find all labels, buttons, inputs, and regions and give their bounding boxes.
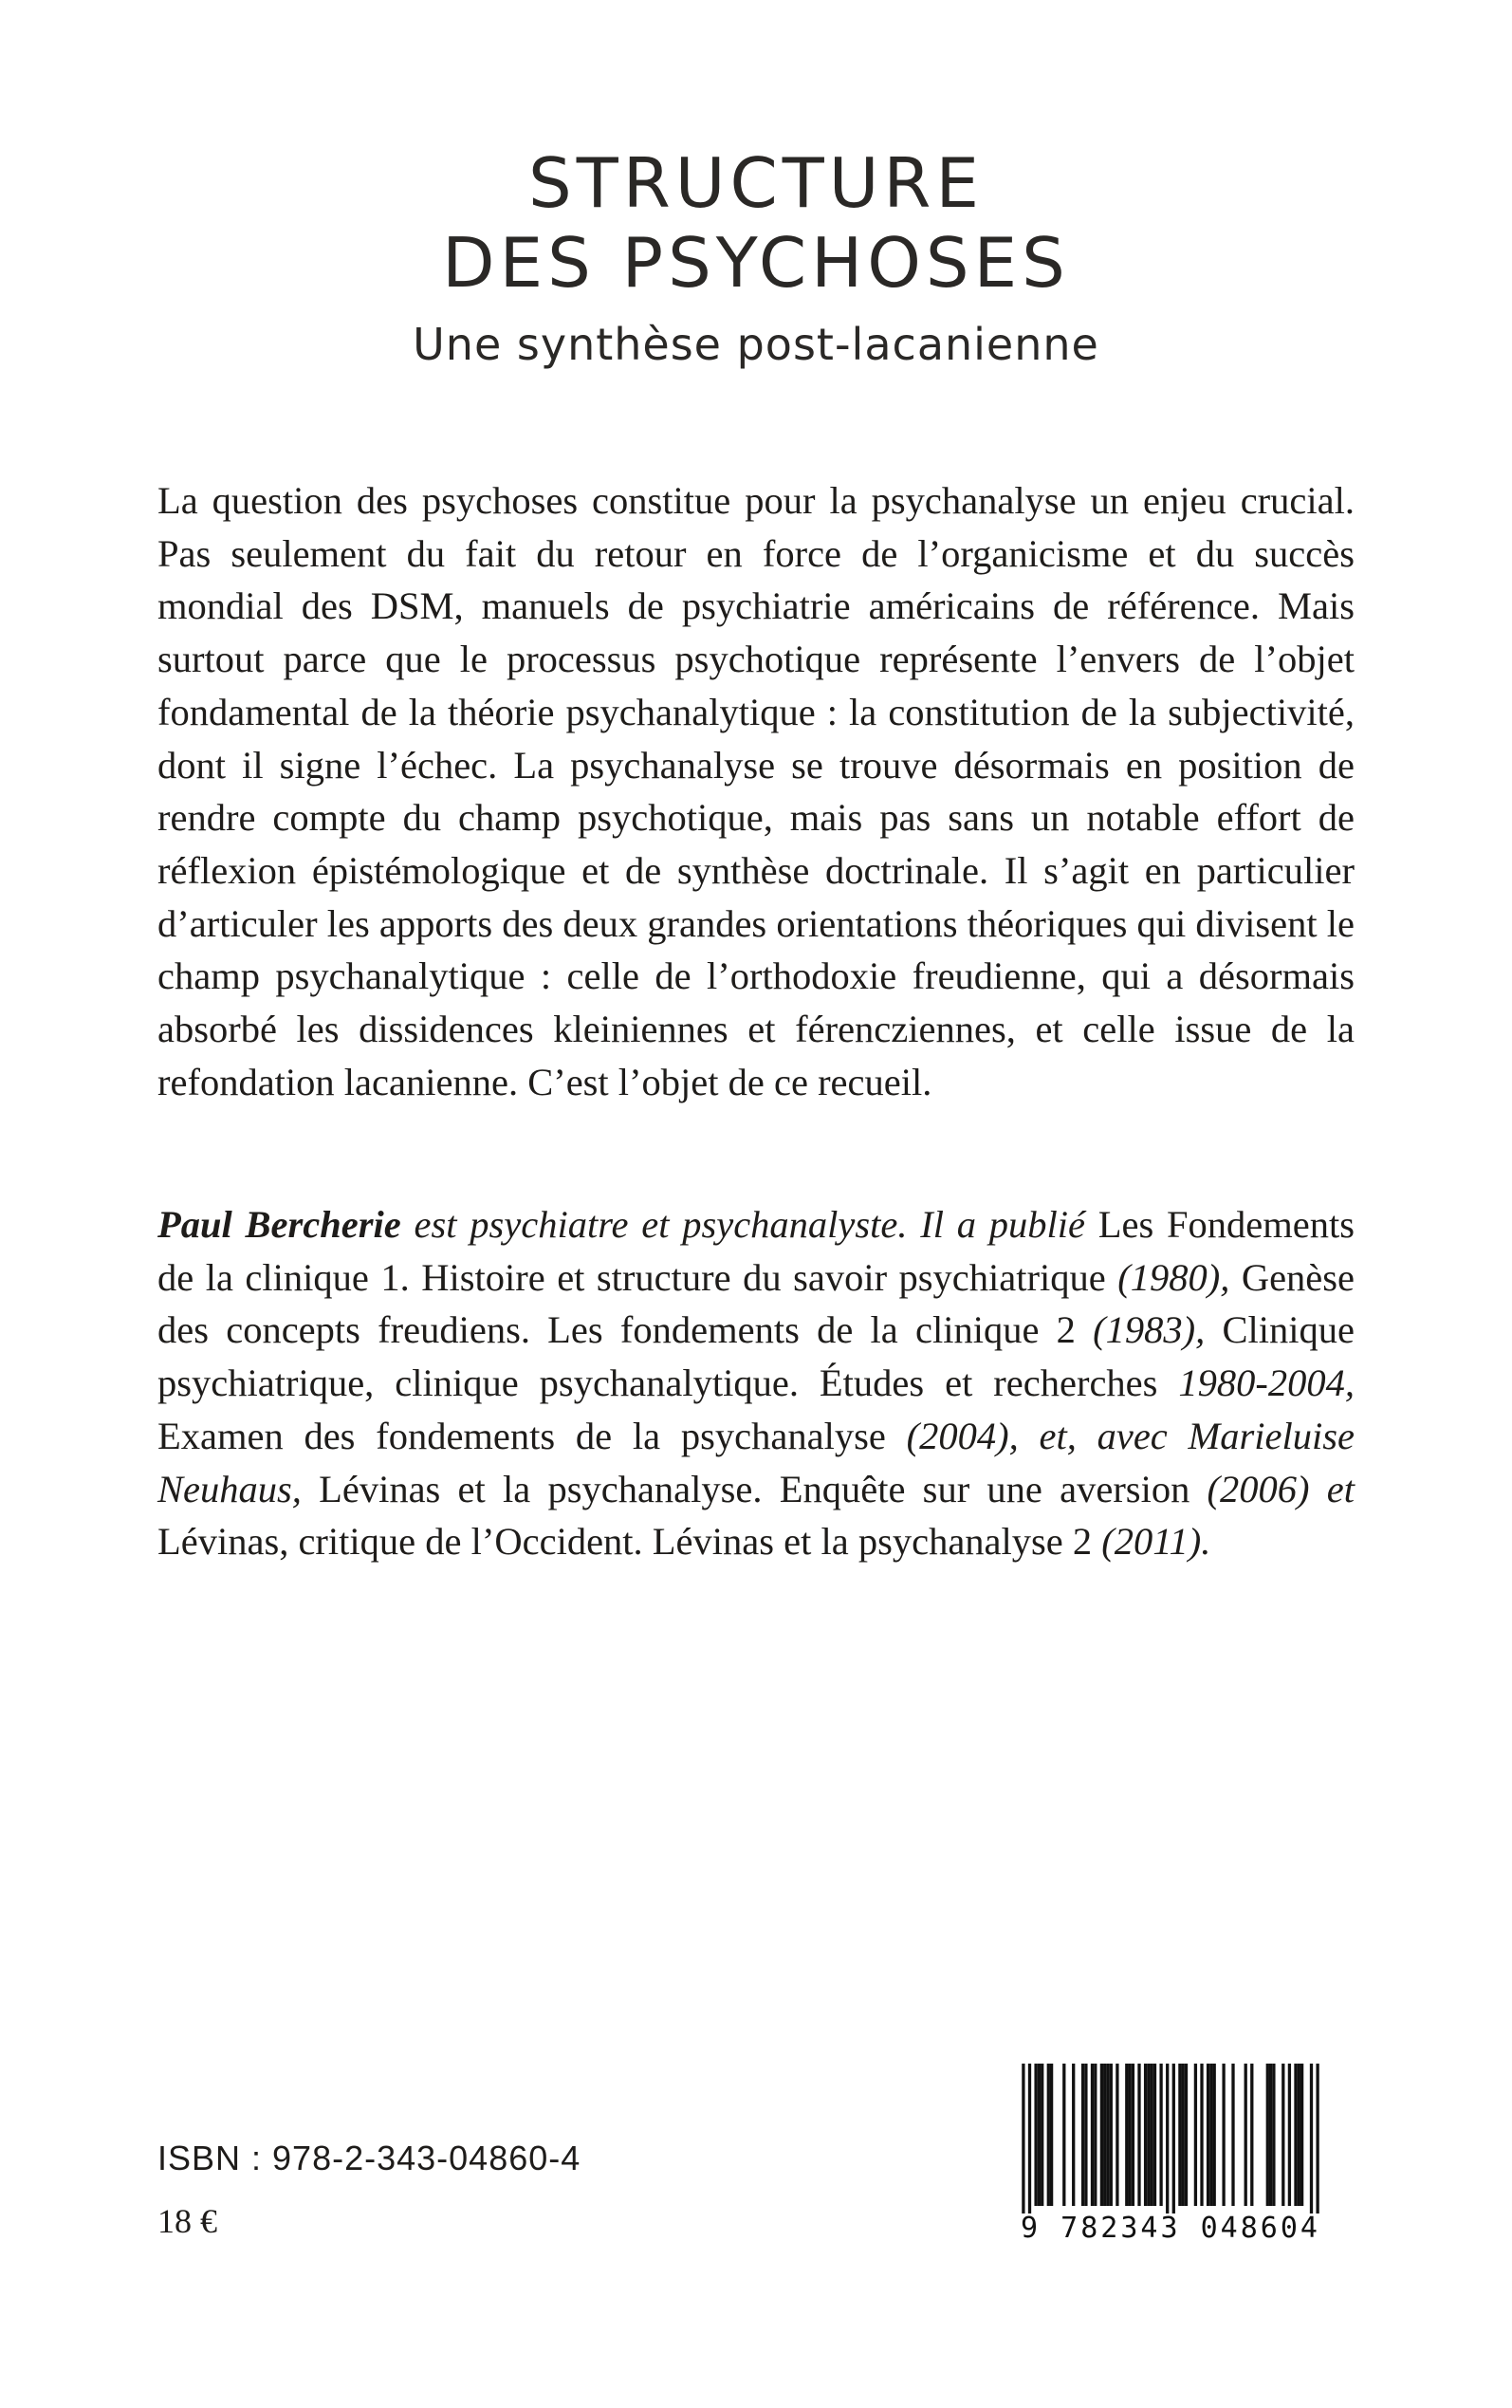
barcode-bar (1106, 2064, 1109, 2206)
barcode-bar (1100, 2064, 1103, 2206)
barcode-bar (1094, 2064, 1097, 2206)
subtitle: Une synthèse post-lacanienne (413, 319, 1099, 370)
barcode-bar (1298, 2064, 1300, 2206)
barcode-bar (1178, 2064, 1181, 2206)
barcode-bar (1288, 2064, 1291, 2206)
barcode-bar (1245, 2064, 1247, 2206)
barcode-bar (1300, 2064, 1303, 2206)
book-year-2: (1983), (1075, 1308, 1206, 1352)
barcode-bar (1153, 2064, 1156, 2206)
bio-intro: est psychiatre et psychanalyste. Il a publié (400, 1203, 1098, 1246)
barcode-bar (1207, 2064, 1209, 2206)
barcode-bar (1272, 2064, 1275, 2206)
barcode-bar (1316, 2064, 1318, 2214)
barcode-bar (1144, 2064, 1147, 2206)
barcode-bar (1084, 2064, 1087, 2206)
barcode-digits: 9 782343 048604 (1021, 2212, 1320, 2245)
barcode-bar (1125, 2064, 1128, 2206)
barcode-bar (1213, 2064, 1216, 2206)
barcode-bar (1081, 2064, 1084, 2206)
book-title-2: Genèse des concepts freudiens. Les fondements de la clinique 2 (157, 1255, 1355, 1352)
barcode-bar (1222, 2064, 1225, 2206)
barcode-bar (1200, 2064, 1203, 2206)
barcode-bar (1072, 2064, 1075, 2206)
barcode-bars (1000, 2064, 1341, 2215)
barcode-bar (1034, 2064, 1037, 2206)
title-line-1: STRUCTURE (528, 143, 984, 223)
barcode-bar (1062, 2064, 1065, 2206)
barcode-bar (1110, 2064, 1113, 2206)
book-title-3: Clinique psychiatrique, clinique psychanalytique. Études et recherches (157, 1308, 1355, 1405)
barcode-bar (1269, 2064, 1272, 2206)
barcode-bar (1294, 2064, 1297, 2206)
barcode-bar (1182, 2064, 1185, 2206)
book-year-3: 1980-2004, (1157, 1361, 1355, 1405)
book-title-5: Lévinas et la psychanalyse. Enquête sur une aversion (301, 1467, 1190, 1510)
barcode-bar (1282, 2064, 1284, 2206)
price: 18 € (157, 2202, 217, 2240)
barcode-bar (1022, 2064, 1024, 2214)
barcode-bar (1166, 2064, 1169, 2214)
book-year-6: (2011). (1092, 1520, 1211, 1564)
barcode-bar (1250, 2064, 1253, 2206)
barcode-bar (1172, 2064, 1175, 2214)
barcode-bar (1047, 2064, 1050, 2206)
book-year-1: (1980), (1105, 1255, 1230, 1299)
book-title-1: Les Fondements de la clinique 1. Histoire et structure du savoir psychiatrique (157, 1203, 1355, 1299)
book-title-4: Examen des fondements de la psychanalyse (157, 1414, 886, 1457)
barcode-bar (1050, 2064, 1053, 2206)
barcode-bar (1028, 2064, 1031, 2214)
barcode-bar (1041, 2064, 1043, 2206)
author-bio (157, 1198, 1355, 1568)
barcode-bar (1038, 2064, 1041, 2206)
book-year-4: (2004), et, avec Marieluise Neuhaus, (157, 1414, 1355, 1510)
barcode-bar (1091, 2064, 1094, 2206)
book-year-5: (2006) et (1189, 1467, 1355, 1510)
title-line-2: DES PSYCHOSES (442, 223, 1070, 303)
barcode-bar (1116, 2064, 1118, 2206)
author-name: Paul Bercherie (157, 1203, 401, 1246)
barcode-bar (1231, 2064, 1234, 2206)
isbn: ISBN : 978-2-343-04860-4 (157, 2139, 581, 2177)
barcode-bar (1266, 2064, 1269, 2206)
barcode-bar (1128, 2064, 1131, 2206)
barcode-bar (1137, 2064, 1140, 2206)
summary-paragraph: La question des psychoses constitue pour la psychanalyse un enjeu crucial. Pas seulement du fait du retour en force de l’organicisme et du succès mondial des DSM, manuels de psychiatrie américains de référence. Mais surtout parce que le processus psychotique représente l’envers de l’objet fondamental de la théorie psychanalytique : la constitution de la subjectivité, dont il signe l’échec. La psychanalyse se trouve désormais en position de rendre compte du champ psychotique, mais pas sans un notable effort de réflexion épistémologique et de synthèse doctrinale. Il s’agit en particulier d’articuler les apports des deux grandes orientations théoriques qui divisent le champ psychanalytique : celle de l’orthodoxie freudienne, qui a désormais absorbé les dissidences kleiniennes et férencziennes, et celle issue de la refondation lacanienne. C’est l’objet de ce recueil. (157, 479, 1355, 1103)
barcode-bar (1103, 2064, 1106, 2206)
book-title-6: Lévinas, critique de l’Occident. Lévinas et la psychanalyse 2 (157, 1520, 1093, 1564)
barcode-bar (1147, 2064, 1150, 2206)
barcode-bar (1209, 2064, 1212, 2206)
barcode-bar (1194, 2064, 1197, 2206)
barcode-bar (1132, 2064, 1134, 2206)
barcode-bar (1151, 2064, 1153, 2206)
barcode (1000, 2064, 1341, 2253)
barcode-bar (1310, 2064, 1313, 2214)
barcode-bar (1159, 2064, 1162, 2206)
barcode-bar (1185, 2064, 1188, 2206)
